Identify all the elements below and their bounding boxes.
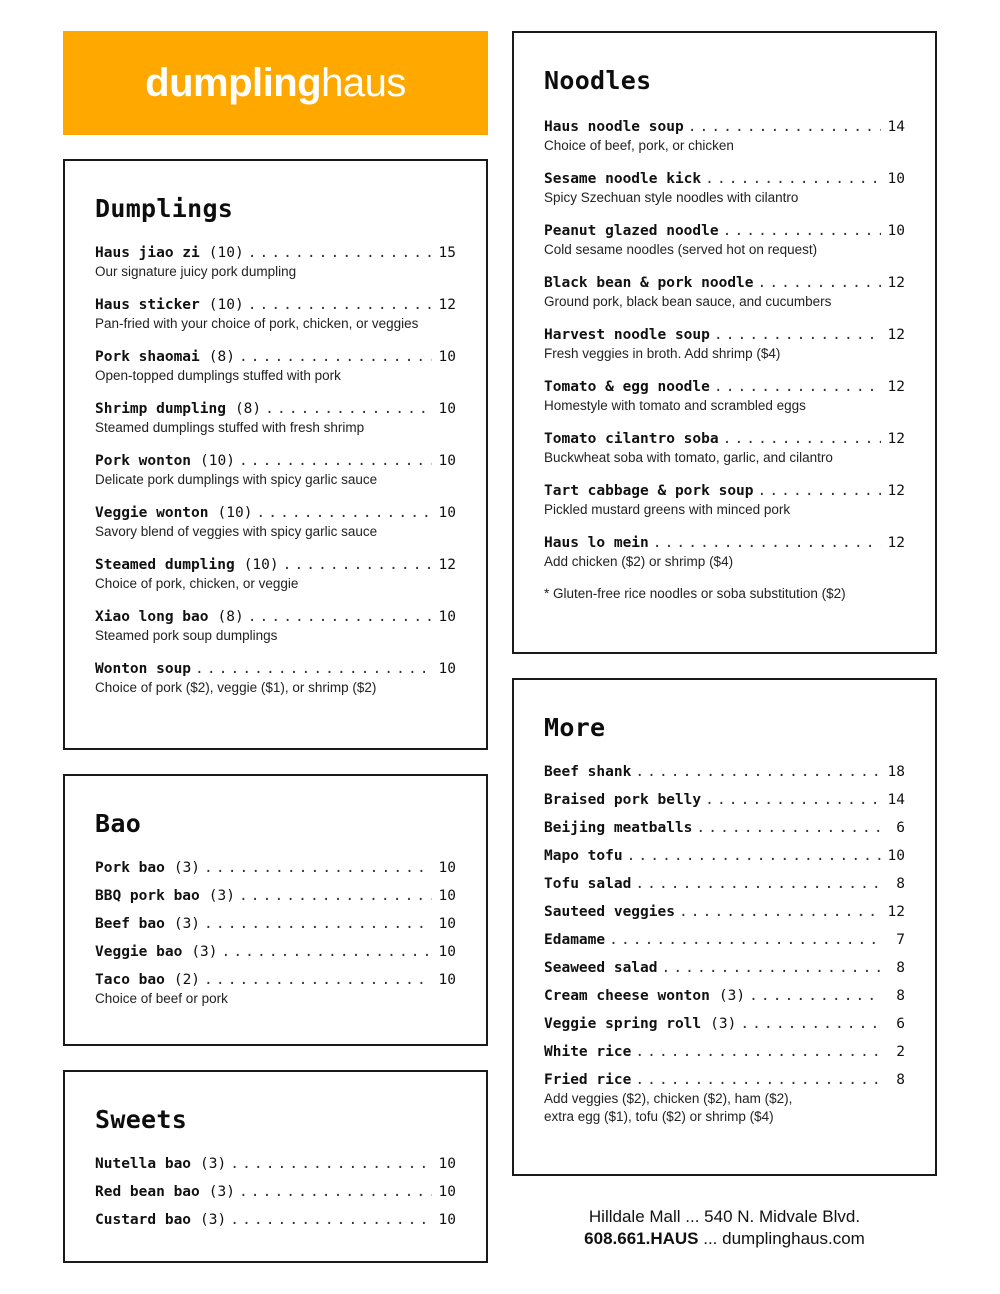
item-price: 12 bbox=[887, 431, 905, 447]
menu-item bbox=[544, 1014, 905, 1034]
item-price: 12 bbox=[887, 904, 905, 920]
item-price: 12 bbox=[438, 297, 456, 313]
item-name: Veggie wonton bbox=[95, 505, 209, 521]
dot-leader bbox=[714, 377, 881, 397]
item-list bbox=[544, 117, 905, 571]
menu-item-row bbox=[95, 347, 456, 367]
dot-leader bbox=[635, 762, 881, 782]
item-description: Steamed pork soup dumplings bbox=[95, 628, 278, 643]
item-price: 14 bbox=[887, 119, 905, 135]
item-price: 10 bbox=[887, 223, 905, 239]
item-price: 18 bbox=[887, 764, 905, 780]
menu-item-row bbox=[544, 429, 905, 449]
menu-item-row bbox=[544, 986, 905, 1006]
dot-leader bbox=[662, 958, 882, 978]
item-list bbox=[95, 1154, 456, 1230]
item-name: Red bean bao bbox=[95, 1184, 200, 1200]
menu-item bbox=[95, 347, 456, 385]
item-price: 12 bbox=[887, 483, 905, 499]
dot-leader bbox=[265, 399, 432, 419]
item-description: Steamed dumplings stuffed with fresh shrimp bbox=[95, 420, 365, 435]
menu-item-row bbox=[544, 117, 905, 137]
menu-item-row bbox=[544, 325, 905, 345]
dot-leader bbox=[230, 1154, 432, 1174]
item-name: Mapo tofu bbox=[544, 848, 623, 864]
menu-item-row bbox=[544, 958, 905, 978]
menu-item-row bbox=[95, 1182, 456, 1202]
item-name: Seaweed salad bbox=[544, 960, 658, 976]
menu-item-row bbox=[544, 902, 905, 922]
section-bao bbox=[63, 774, 488, 1046]
menu-item bbox=[95, 886, 456, 906]
menu-item bbox=[544, 481, 905, 519]
item-name: Steamed dumpling bbox=[95, 557, 235, 573]
item-name: Custard bao bbox=[95, 1212, 192, 1228]
menu-item bbox=[95, 503, 456, 541]
dot-leader bbox=[248, 243, 432, 263]
dot-leader bbox=[723, 429, 881, 449]
item-name: Black bean & pork noodle bbox=[544, 275, 754, 291]
item-quantity: (10) bbox=[243, 557, 279, 573]
item-price: 10 bbox=[438, 1156, 456, 1172]
menu-item-row bbox=[95, 659, 456, 679]
item-name: BBQ pork bao bbox=[95, 888, 200, 904]
dot-leader bbox=[758, 481, 881, 501]
item-name: Harvest noodle soup bbox=[544, 327, 710, 343]
item-quantity: (3) bbox=[718, 988, 746, 1004]
item-price: 8 bbox=[896, 960, 905, 976]
dot-leader bbox=[239, 451, 432, 471]
footer-website: dumplinghaus.com bbox=[722, 1229, 865, 1248]
item-price: 8 bbox=[896, 876, 905, 892]
menu-item bbox=[544, 902, 905, 922]
item-name: Haus lo mein bbox=[544, 535, 649, 551]
item-price: 10 bbox=[438, 1184, 456, 1200]
menu-item-row bbox=[544, 874, 905, 894]
menu-item bbox=[544, 325, 905, 363]
section-noodles bbox=[512, 31, 937, 654]
dot-leader bbox=[222, 942, 432, 962]
section-sweets bbox=[63, 1070, 488, 1263]
menu-item-row bbox=[544, 481, 905, 501]
menu-item-row bbox=[95, 970, 456, 990]
item-quantity: (3) bbox=[200, 1156, 227, 1172]
menu-item bbox=[544, 533, 905, 571]
menu-item-row bbox=[95, 858, 456, 878]
item-quantity: (8) bbox=[208, 349, 235, 365]
item-description: Add veggies ($2), chicken ($2), ham ($2), bbox=[544, 1091, 793, 1106]
item-quantity: (10) bbox=[208, 297, 244, 313]
menu-item bbox=[544, 429, 905, 467]
menu-item-row bbox=[544, 790, 905, 810]
item-quantity: (8) bbox=[217, 609, 244, 625]
item-name: Haus jiao zi bbox=[95, 245, 200, 261]
item-description: Choice of beef, pork, or chicken bbox=[544, 138, 734, 153]
item-name: Xiao long bao bbox=[95, 609, 209, 625]
menu-item bbox=[95, 399, 456, 437]
item-price: 12 bbox=[887, 327, 905, 343]
menu-item bbox=[544, 117, 905, 155]
item-name: Beijing meatballs bbox=[544, 820, 693, 836]
item-name: Pork bao bbox=[95, 860, 165, 876]
item-description: Ground pork, black bean sauce, and cucumbers bbox=[544, 294, 832, 309]
dot-leader bbox=[248, 295, 432, 315]
dot-leader bbox=[705, 790, 881, 810]
menu-item-row bbox=[544, 930, 905, 950]
item-name: Tomato & egg noodle bbox=[544, 379, 710, 395]
item-name: Veggie spring roll bbox=[544, 1016, 702, 1032]
item-price: 10 bbox=[438, 916, 456, 932]
dot-leader bbox=[204, 970, 432, 990]
item-description: extra egg ($1), tofu ($2) or shrimp ($4) bbox=[544, 1109, 774, 1124]
item-description: Add chicken ($2) or shrimp ($4) bbox=[544, 554, 734, 569]
section-title: More bbox=[544, 713, 606, 742]
item-price: 14 bbox=[887, 792, 905, 808]
item-description: Choice of pork ($2), veggie ($1), or shrimp ($2) bbox=[95, 680, 377, 695]
item-name: Sesame noodle kick bbox=[544, 171, 702, 187]
item-list bbox=[95, 243, 456, 697]
item-quantity: (10) bbox=[217, 505, 253, 521]
menu-item-row bbox=[95, 886, 456, 906]
dot-leader bbox=[239, 1182, 432, 1202]
item-name: Braised pork belly bbox=[544, 792, 702, 808]
menu-item bbox=[544, 846, 905, 866]
dot-leader bbox=[714, 325, 881, 345]
item-quantity: (8) bbox=[234, 401, 262, 417]
item-price: 10 bbox=[438, 453, 456, 469]
dot-leader bbox=[705, 169, 881, 189]
item-price: 8 bbox=[896, 988, 905, 1004]
dot-leader bbox=[239, 886, 432, 906]
item-description: Choice of beef or pork bbox=[95, 991, 228, 1006]
item-quantity: (3) bbox=[208, 888, 235, 904]
item-name: Tomato cilantro soba bbox=[544, 431, 719, 447]
gluten-free-note: * Gluten-free rice noodles or soba substitution ($2) bbox=[544, 586, 846, 601]
item-description: Homestyle with tomato and scrambled eggs bbox=[544, 398, 806, 413]
item-list bbox=[95, 858, 456, 1008]
item-price: 10 bbox=[438, 860, 456, 876]
item-quantity: (3) bbox=[710, 1016, 737, 1032]
menu-item bbox=[95, 451, 456, 489]
footer-separator: ... bbox=[698, 1229, 723, 1248]
menu-item bbox=[95, 942, 456, 962]
item-description: Savory blend of veggies with spicy garlic sauce bbox=[95, 524, 378, 539]
item-description: Delicate pork dumplings with spicy garlic sauce bbox=[95, 472, 378, 487]
menu-item-row bbox=[95, 451, 456, 471]
item-price: 6 bbox=[896, 820, 905, 836]
dot-leader bbox=[195, 659, 432, 679]
item-price: 10 bbox=[438, 401, 456, 417]
dot-leader bbox=[635, 874, 881, 894]
menu-item bbox=[544, 874, 905, 894]
item-price: 10 bbox=[438, 972, 456, 988]
dot-leader bbox=[283, 555, 432, 575]
item-list bbox=[544, 762, 905, 1126]
menu-item bbox=[544, 377, 905, 415]
item-name: Shrimp dumpling bbox=[95, 401, 226, 417]
menu-item-row bbox=[95, 503, 456, 523]
item-price: 10 bbox=[438, 661, 456, 677]
item-name: Haus sticker bbox=[95, 297, 200, 313]
menu-item-row bbox=[544, 1070, 905, 1090]
item-description: Choice of pork, chicken, or veggie bbox=[95, 576, 299, 591]
menu-item bbox=[95, 970, 456, 1008]
menu-item-row bbox=[95, 914, 456, 934]
menu-item-row bbox=[95, 1210, 456, 1230]
dot-leader bbox=[688, 117, 881, 137]
menu-item-row bbox=[544, 533, 905, 553]
menu-item bbox=[95, 607, 456, 645]
item-description: Buckwheat soba with tomato, garlic, and cilantro bbox=[544, 450, 833, 465]
item-quantity: (3) bbox=[208, 1184, 235, 1200]
menu-item bbox=[544, 1042, 905, 1062]
item-description: Spicy Szechuan style noodles with cilantro bbox=[544, 190, 799, 205]
menu-item-row bbox=[544, 377, 905, 397]
item-name: Haus noodle soup bbox=[544, 119, 684, 135]
item-price: 10 bbox=[438, 1212, 456, 1228]
menu-item-row bbox=[544, 1042, 905, 1062]
item-price: 12 bbox=[887, 379, 905, 395]
dot-leader bbox=[248, 607, 432, 627]
dot-leader bbox=[696, 818, 881, 838]
menu-item bbox=[95, 858, 456, 878]
menu-item bbox=[544, 169, 905, 207]
menu-item-row bbox=[544, 1014, 905, 1034]
section-dumplings bbox=[63, 159, 488, 750]
item-quantity: (3) bbox=[200, 1212, 227, 1228]
item-name: Pork shaomai bbox=[95, 349, 200, 365]
item-name: Beef shank bbox=[544, 764, 632, 780]
menu-item bbox=[95, 295, 456, 333]
menu-item bbox=[95, 659, 456, 697]
item-price: 10 bbox=[438, 609, 456, 625]
dot-leader bbox=[230, 1210, 432, 1230]
item-price: 2 bbox=[896, 1044, 905, 1060]
item-name: Wonton soup bbox=[95, 661, 192, 677]
menu-item bbox=[544, 790, 905, 810]
item-price: 6 bbox=[896, 1016, 905, 1032]
item-quantity: (3) bbox=[173, 860, 201, 876]
item-description: Open-topped dumplings stuffed with pork bbox=[95, 368, 341, 383]
menu-item-row bbox=[95, 295, 456, 315]
item-name: Nutella bao bbox=[95, 1156, 192, 1172]
section-title: Bao bbox=[95, 809, 142, 838]
footer-phone: 608.661.HAUS bbox=[584, 1229, 699, 1248]
item-quantity: (3) bbox=[173, 916, 201, 932]
footer-address: Hilldale Mall ... 540 N. Midvale Blvd. bbox=[588, 1207, 861, 1226]
menu-item bbox=[95, 243, 456, 281]
item-name: Tart cabbage & pork soup bbox=[544, 483, 754, 499]
menu-item bbox=[544, 273, 905, 311]
item-name: Taco bao bbox=[95, 972, 165, 988]
item-description: Fresh veggies in broth. Add shrimp ($4) bbox=[544, 346, 781, 361]
menu-item bbox=[95, 914, 456, 934]
menu-item bbox=[95, 1154, 456, 1174]
item-price: 10 bbox=[887, 848, 905, 864]
section-more bbox=[512, 678, 937, 1176]
dot-leader bbox=[740, 1014, 881, 1034]
item-quantity: (2) bbox=[173, 972, 201, 988]
dot-leader bbox=[627, 846, 881, 866]
dot-leader bbox=[609, 930, 881, 950]
dot-leader bbox=[723, 221, 881, 241]
item-name: Beef bao bbox=[95, 916, 165, 932]
item-name: Pork wonton bbox=[95, 453, 192, 469]
item-name: Sauteed veggies bbox=[544, 904, 675, 920]
item-price: 10 bbox=[438, 349, 456, 365]
item-description: Our signature juicy pork dumpling bbox=[95, 264, 297, 279]
menu-item-row bbox=[544, 762, 905, 782]
menu-item bbox=[544, 986, 905, 1006]
menu-item bbox=[544, 930, 905, 950]
logo-banner bbox=[63, 31, 488, 135]
item-price: 12 bbox=[438, 557, 456, 573]
dot-leader bbox=[679, 902, 881, 922]
dot-leader bbox=[204, 914, 432, 934]
menu-item bbox=[544, 762, 905, 782]
menu-item-row bbox=[95, 555, 456, 575]
dot-leader bbox=[635, 1070, 881, 1090]
dot-leader bbox=[239, 347, 432, 367]
item-description: Cold sesame noodles (served hot on request) bbox=[544, 242, 818, 257]
menu-item bbox=[544, 958, 905, 978]
menu-item bbox=[544, 1070, 905, 1126]
menu-item-row bbox=[95, 399, 456, 419]
item-price: 10 bbox=[438, 888, 456, 904]
item-quantity: (3) bbox=[191, 944, 218, 960]
menu-item bbox=[544, 221, 905, 259]
item-price: 7 bbox=[896, 932, 905, 948]
item-price: 10 bbox=[887, 171, 905, 187]
menu-item-row bbox=[544, 169, 905, 189]
item-name: Peanut glazed noodle bbox=[544, 223, 719, 239]
menu-item bbox=[95, 1182, 456, 1202]
section-title: Noodles bbox=[544, 66, 652, 95]
dot-leader bbox=[204, 858, 432, 878]
menu-item-row bbox=[95, 1154, 456, 1174]
section-title: Dumplings bbox=[95, 194, 234, 223]
item-name: White rice bbox=[544, 1044, 632, 1060]
item-description: Pickled mustard greens with minced pork bbox=[544, 502, 791, 517]
menu-item bbox=[95, 1210, 456, 1230]
item-name: Edamame bbox=[544, 932, 606, 948]
menu-item-row bbox=[544, 818, 905, 838]
menu-item bbox=[544, 818, 905, 838]
footer-contact bbox=[512, 1206, 937, 1250]
item-price: 10 bbox=[438, 944, 456, 960]
item-price: 10 bbox=[438, 505, 456, 521]
item-name: Tofu salad bbox=[544, 876, 632, 892]
item-price: 12 bbox=[887, 275, 905, 291]
logo-wordmark: dumplinghaus bbox=[145, 60, 406, 105]
footer-contact-line bbox=[512, 1228, 937, 1250]
item-quantity: (10) bbox=[200, 453, 235, 469]
menu-item-row bbox=[95, 607, 456, 627]
dot-leader bbox=[635, 1042, 881, 1062]
item-description: Pan-fried with your choice of pork, chicken, or veggies bbox=[95, 316, 419, 331]
menu-item-row bbox=[544, 273, 905, 293]
dot-leader bbox=[653, 533, 881, 553]
menu-item-row bbox=[95, 942, 456, 962]
dot-leader bbox=[758, 273, 881, 293]
item-name: Cream cheese wonton bbox=[544, 988, 710, 1004]
menu-item-row bbox=[544, 846, 905, 866]
item-price: 8 bbox=[896, 1072, 905, 1088]
dot-leader bbox=[749, 986, 881, 1006]
item-price: 12 bbox=[887, 535, 905, 551]
item-quantity: (10) bbox=[208, 245, 244, 261]
item-price: 15 bbox=[438, 245, 456, 261]
dot-leader bbox=[256, 503, 432, 523]
item-name: Fried rice bbox=[544, 1072, 632, 1088]
menu-item-row bbox=[95, 243, 456, 263]
menu-item-row bbox=[544, 221, 905, 241]
item-name: Veggie bao bbox=[95, 944, 183, 960]
section-title: Sweets bbox=[95, 1105, 188, 1134]
menu-item bbox=[95, 555, 456, 593]
